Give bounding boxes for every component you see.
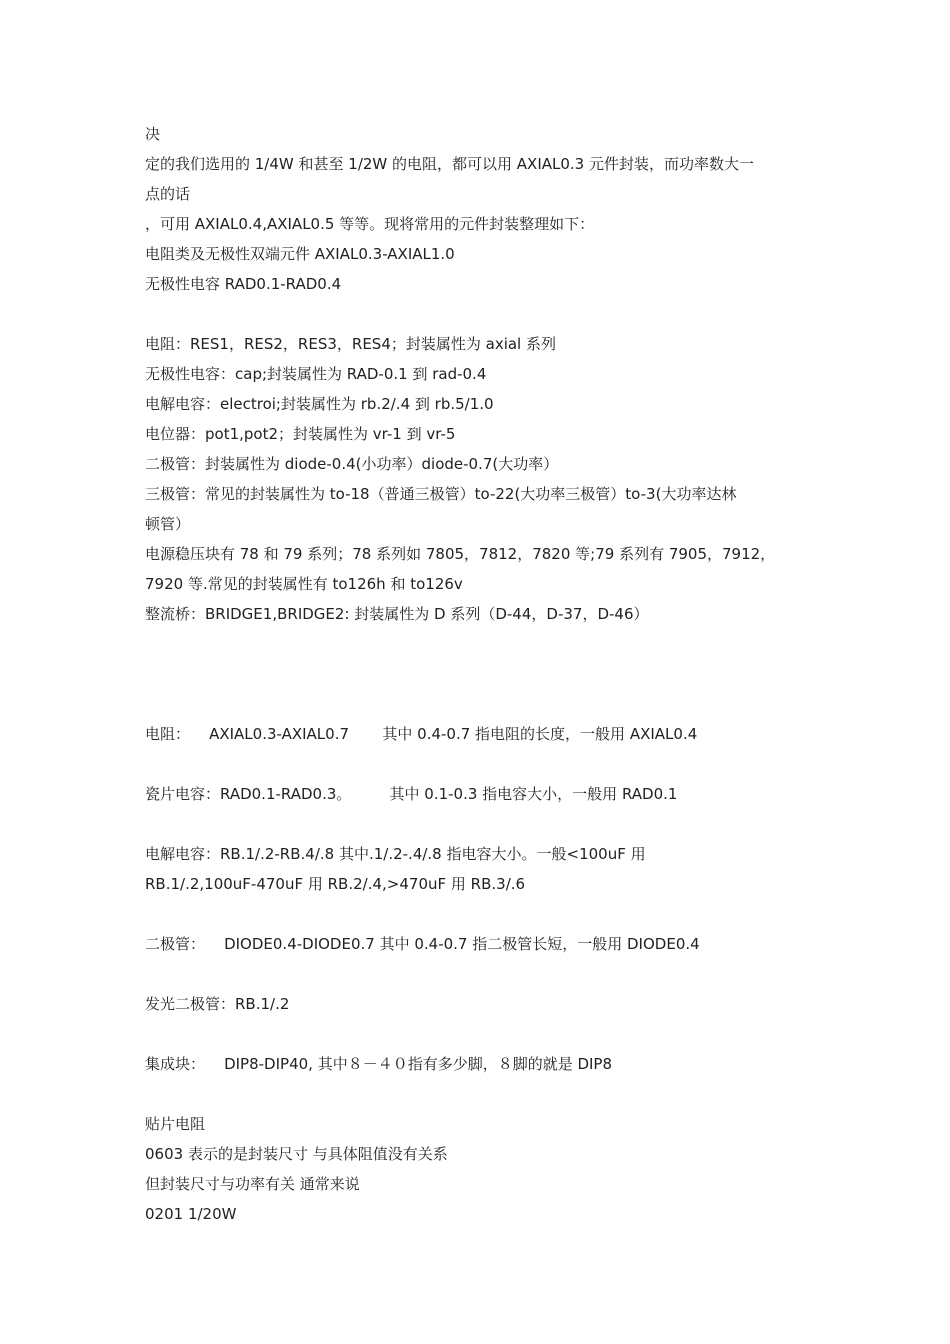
text-line: RB.1/.2,100uF-470uF 用 RB.2/.4,>470uF 用 RB.3/.6: [145, 875, 526, 893]
text-line: 0603 表示的是封装尺寸 与具体阻值没有关系: [145, 1145, 448, 1163]
text-line: 顿管）: [145, 515, 191, 533]
text-line: 发光二极管：RB.1/.2: [145, 995, 290, 1013]
text-line: 贴片电阻: [145, 1115, 206, 1133]
text-line: ，可用 AXIAL0.4,AXIAL0.5 等等。现将常用的元件封装整理如下：: [145, 215, 595, 233]
text-line: 集成块： DIP8-DIP40, 其中８－４０指有多少脚，８脚的就是 DIP8: [145, 1055, 613, 1073]
text-line: 瓷片电容：RAD0.1-RAD0.3。 其中 0.1-0.3 指电容大小，一般用 RAD0.1: [145, 785, 678, 803]
text-line: 电解电容：RB.1/.2-RB.4/.8 其中.1/.2-.4/.8 指电容大小。一般<100uF 用: [145, 845, 646, 863]
text-line: 整流桥：BRIDGE1,BRIDGE2: 封装属性为 D 系列（D-44，D-37，D-46）: [145, 605, 649, 623]
text-line: 电阻类及无极性双端元件 AXIAL0.3-AXIAL1.0: [145, 245, 455, 263]
text-line: 0201 1/20W: [145, 1205, 237, 1223]
text-line: 电位器：pot1,pot2；封装属性为 vr-1 到 vr-5: [145, 425, 456, 443]
text-line: 电解电容：electroi;封装属性为 rb.2/.4 到 rb.5/1.0: [145, 395, 494, 413]
text-line: 二极管：封装属性为 diode-0.4(小功率）diode-0.7(大功率）: [145, 455, 559, 473]
text-line: 7920 等.常见的封装属性有 to126h 和 to126v: [145, 575, 463, 593]
text-line: 电源稳压块有 78 和 79 系列；78 系列如 7805，7812，7820 等;79 系列有 7905，7912，: [145, 545, 776, 563]
text-line: 定的我们选用的 1/4W 和甚至 1/2W 的电阻，都可以用 AXIAL0.3 元件封装，而功率数大一: [145, 155, 754, 173]
text-line: 电阻： AXIAL0.3-AXIAL0.7 其中 0.4-0.7 指电阻的长度，一般用 AXIAL0.4: [145, 725, 698, 743]
text-line: 无极性电容 RAD0.1-RAD0.4: [145, 275, 342, 293]
text-line: 二极管： DIODE0.4-DIODE0.7 其中 0.4-0.7 指二极管长短，一般用 DIODE0.4: [145, 935, 700, 953]
text-line: 三极管：常见的封装属性为 to-18（普通三极管）to-22(大功率三极管）to-3(大功率达林: [145, 485, 737, 503]
text-line: 点的话: [145, 185, 191, 203]
text-line: 无极性电容：cap;封装属性为 RAD-0.1 到 rad-0.4: [145, 365, 487, 383]
text-line: 电阻：RES1，RES2，RES3，RES4；封装属性为 axial 系列: [145, 335, 556, 353]
text-line: 但封装尺寸与功率有关 通常来说: [145, 1175, 360, 1193]
text-line: 决: [145, 125, 161, 143]
